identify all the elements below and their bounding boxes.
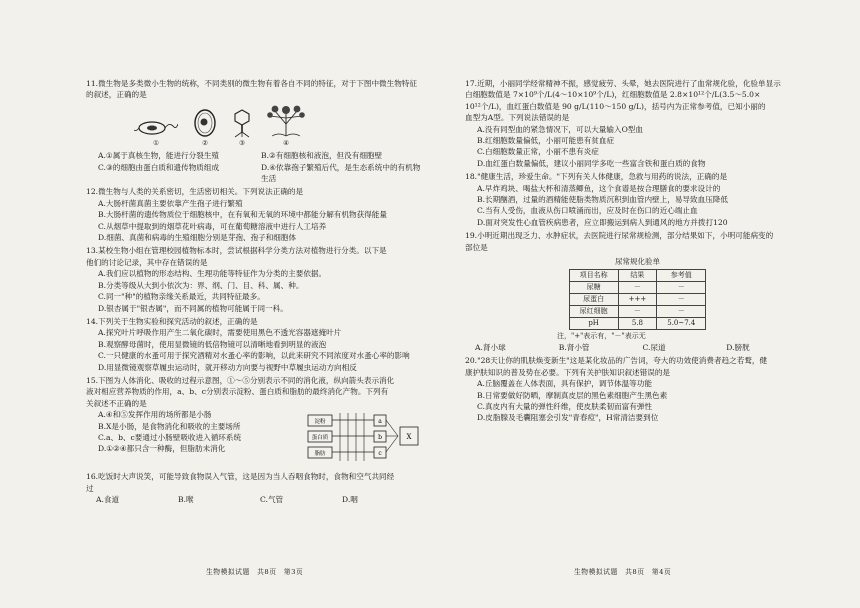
q16-stem-2: 过: [86, 483, 94, 493]
q15-option-d[interactable]: D.①②④都只含一种酶，但脂肪未消化: [98, 444, 226, 454]
q15-option-a[interactable]: A.④和⑤发挥作用的场所都是小肠: [98, 410, 212, 420]
q15-stem-2: 液对相应营养物质的作用，a、b、c分别表示淀粉、蛋白质和脂肪的最终消化产物。下列有: [86, 387, 389, 397]
q11-options-cd: [86, 162, 424, 185]
q16-stem-1: 16.吃饭时大声说笑，可能导致食物误入气管，这是因为当人吞咽食物时，食物和空气共同经: [86, 472, 395, 482]
diag-starch: 淀粉: [314, 419, 326, 426]
q19-option-b[interactable]: B.肾小管: [558, 342, 590, 352]
q13-stem-2: 他们的讨论记录，其中存在错误的是: [86, 257, 208, 267]
q17-stem-3: 10¹²个/L)，血红蛋白数值是 90 g/L(110～150 g/L)，括号内为正常参考值，已知小丽的: [465, 101, 766, 111]
urine-test-table: [569, 256, 707, 329]
cell: 5.0~7.4: [657, 317, 706, 329]
q17-stem-4: 血型为A型。下列说法错误的是: [465, 113, 570, 123]
q20-option-b[interactable]: B.日常要做好防晒，摩制真皮层的黑色素细胞产生黑色素: [477, 390, 668, 400]
question-12: [86, 186, 424, 243]
fig-label-3: ③: [239, 138, 245, 147]
q19-option-a[interactable]: A.肾小球: [475, 342, 506, 352]
urine-table-header: [569, 269, 706, 281]
q20-option-a[interactable]: A.丘脑覆盖在人体表面，具有保护，调节体温等功能: [477, 379, 652, 389]
q11-option-d[interactable]: D.④依靠孢子繁殖后代，是生态系统中的有机物生活: [261, 162, 421, 184]
table-row: [569, 305, 706, 317]
q13-option-d[interactable]: D.银杏属于"银杏属"，而不同属的植物可能属于同一科。: [98, 303, 288, 313]
q13-option-c[interactable]: C.同一"种"的植物亲缘关系最近，共同特征最多。: [98, 292, 265, 302]
q15-stem-1: 15.下图为人体消化、吸收的过程示意图，①～⑤分别表示不同的消化液，纵向箭头表示消化: [86, 375, 395, 385]
q19-stem-1: 19.小明近期出现乏力、水肿症状，去医院进行尿常规检测，部分结果如下，小明可能病变的: [465, 231, 774, 241]
cell: +++: [618, 293, 657, 305]
q17-option-a[interactable]: A.没有同型血的紧急情况下，可以大量输入O型血: [477, 124, 643, 134]
virus-figure: [232, 108, 252, 149]
q14-option-b[interactable]: B.观察酵母菌时，使用显微镜的低倍物镜可以清晰地看到明显的液泡: [98, 339, 327, 349]
question-19: [465, 230, 810, 353]
q18-stem: 18."健康生活，珍爱生命。"下列有关人体健康，急救与用药的说法，正确的是: [465, 172, 728, 182]
question-16: [86, 471, 424, 505]
q15-body: [86, 409, 424, 469]
q17-option-d[interactable]: D.血红蛋白数量偏低，建议小丽同学多吃一些富含铁和蛋白质的食物: [477, 158, 706, 168]
cell: －: [657, 305, 706, 317]
microbe-figure: [134, 104, 424, 149]
diag-out-a: a: [378, 418, 382, 426]
q12-option-d[interactable]: D.细菌、真菌和病毒的生殖细胞分别是芽孢、孢子和细胞体: [98, 233, 297, 243]
diag-x: X: [406, 433, 412, 442]
header-result: 结果: [618, 269, 657, 281]
table-row: [569, 281, 706, 293]
question-13: [86, 245, 424, 313]
q14-option-c[interactable]: C.一只健康的水蚤可用于探究酒精对水蚤心率的影响，以此来研究不同浓度对水蚤心率的影响: [98, 351, 410, 361]
q18-option-a[interactable]: A.早炸鸡块、喝盐大杯和清蒸鲫鱼，这个食谱是按合理膳食的要求设计的: [477, 183, 721, 193]
header-item: 项目名称: [569, 269, 618, 281]
q19-options: [465, 342, 810, 353]
yeast-figure: [192, 108, 218, 149]
q11-stem: 11.微生物是多类微小生物的统称，不同类别的微生物有着各自不同的特征，对于下图中微生物特征的叙述，正确的是: [86, 79, 418, 100]
q12-option-c[interactable]: C.从烟草中提取到的烟草花叶病毒，可在葡萄糖溶液中进行人工培养: [98, 221, 327, 231]
q14-option-a[interactable]: A.探究叶片呼吸作用产生二氧化碳时，需要使用黑色不透光容器遮掩叶片: [98, 328, 342, 338]
q15-stem-3: 关叙述不正确的是: [86, 398, 147, 408]
q12-option-a[interactable]: A.大肠杆菌真菌主要依靠产生孢子进行繁殖: [98, 198, 243, 208]
question-11: [86, 78, 424, 184]
right-page: [465, 78, 810, 426]
bacterium-figure: [134, 116, 178, 149]
cell: 尿蛋白: [569, 293, 618, 305]
q20-stem-2: 康护肤知识的普及势在必要。下列有关护肤知识叙述错误的是: [465, 367, 671, 377]
q14-option-d[interactable]: D.用显微镜观察草履虫运动时，就开移动方向要与视野中草履虫运动方向相反: [98, 362, 357, 372]
q19-option-c[interactable]: C.尿道: [642, 342, 666, 352]
question-20: [465, 355, 810, 423]
q17-option-b[interactable]: B.红细胞数量偏低，小丽可能患有贫血症: [477, 136, 615, 146]
q16-option-d[interactable]: D.咽: [342, 494, 358, 504]
q13-stem-1: 13.某校生物小组在管理校园植物标本时，尝试根据科学分类方法对植物进行分类。以下是: [86, 246, 387, 256]
header-reference: 参考值: [657, 269, 706, 281]
left-page-footer: 生物模拟试题 共8页 第3页: [206, 568, 304, 576]
table-row: [569, 317, 706, 329]
q13-option-b[interactable]: B.分类等级从大到小依次为：界、纲、门、目、科、属、种。: [98, 280, 304, 290]
question-18: [465, 171, 810, 228]
q13-option-a[interactable]: A.我们应以植物的形态结构、生理功能等特征作为分类的主要依据。: [98, 269, 327, 279]
cell: －: [618, 305, 657, 317]
q11-option-b[interactable]: B.②有细胞核和液泡，但没有细胞壁: [261, 151, 383, 161]
q20-option-c[interactable]: C.真皮内有大量的弹性纤维，使皮肤柔韧而富有弹性: [477, 401, 653, 411]
q18-option-b[interactable]: B.长期酗酒，过量的酒精能使脂类物质沉积到血管内壁上，易导致血压降低: [477, 195, 728, 205]
cell: 尿红细胞: [569, 305, 618, 317]
diag-out-c: c: [378, 450, 382, 458]
urine-table-note: 注，"+"表示有，"－"表示无: [557, 331, 646, 340]
cell: －: [618, 281, 657, 293]
q11-options-ab: [86, 150, 424, 161]
fig-label-1: ①: [153, 138, 159, 147]
cell: pH: [569, 317, 618, 329]
cell: －: [657, 281, 706, 293]
diag-out-b: b: [378, 434, 382, 442]
question-17: [465, 78, 810, 169]
q17-stem-2: 白细胞数值是 7×10⁹个/L(4～10×10⁹个/L)，红细胞数值是 2.8×10¹²个/L(3.5～5.0×: [465, 90, 761, 100]
right-page-footer: 生物模拟试题 共8页 第4页: [574, 568, 672, 576]
q12-stem: 12.微生物与人类的关系密切，生活密切相关。下列说法正确的是: [86, 187, 304, 197]
q19-option-d[interactable]: D.膀胱: [726, 342, 750, 352]
q17-stem-1: 17.近期，小丽同学经常精神不振，感觉疲劳、头晕，她去医院进行了血常规化验，化验单显示: [465, 79, 781, 88]
q16-options: [86, 494, 424, 505]
q19-stem-2: 部位是: [465, 242, 488, 252]
mushroom-mold-figure: [266, 104, 306, 149]
q14-stem: 14.下列关于生物实验和探究活动的叙述，正确的是: [86, 316, 258, 326]
q16-option-a[interactable]: A.食道: [96, 494, 120, 504]
q12-option-b[interactable]: B.大肠杆菌的遗传物质位于细胞核中，在有氧和无氧的环境中都能分解有机物获得能量: [98, 210, 387, 220]
diag-fat: 脂肪: [314, 451, 326, 458]
q17-option-c[interactable]: C.白细胞数量正常，小丽不患有炎症: [477, 147, 599, 157]
question-14: [86, 316, 424, 373]
q16-option-c[interactable]: C.气管: [260, 494, 284, 504]
q20-stem-1: 20."28天让你的肌肤焕变新生"这是某化妆品的广告词，夸大的功效使消费者趋之若鹜，健: [465, 356, 768, 366]
question-15: [86, 375, 424, 469]
q20-option-d[interactable]: D.皮脂腺及毛囊阻塞会引发"青春痘"，H常清洁要到位: [477, 413, 659, 423]
q16-option-b[interactable]: B.喉: [178, 494, 194, 504]
digestion-diagram: [306, 411, 424, 469]
cell: －: [657, 293, 706, 305]
q11-option-c[interactable]: C.③的细胞由蛋白质和遗传物质组成: [98, 162, 220, 172]
cell: 5.8: [618, 317, 657, 329]
cell: 尿糖: [569, 281, 618, 293]
left-page: [86, 78, 424, 507]
urine-table-title: 尿常规化验单: [615, 257, 660, 267]
fig-label-4: ④: [283, 138, 289, 147]
q15-option-c[interactable]: C.a、b、c要通过小肠壁吸收进入循环系统: [98, 432, 242, 442]
q18-option-c[interactable]: C.当有人受伤，血液从伤口喷涌而出，应及时在伤口的近心端止血: [477, 206, 698, 216]
q15-option-b[interactable]: B.X是小肠，是食物消化和吸收的主要场所: [98, 421, 241, 431]
diag-protein: 蛋白质: [311, 435, 329, 442]
table-row: [569, 293, 706, 305]
q15-options: [86, 409, 306, 469]
fig-label-2: ②: [202, 138, 208, 147]
q18-option-d[interactable]: D.面对突发性心血管疾病患者，应立即搬运到病人到通风的地方并拨打120: [477, 217, 728, 227]
q11-option-a[interactable]: A.①属于真核生物，能进行分裂生殖: [98, 151, 220, 161]
